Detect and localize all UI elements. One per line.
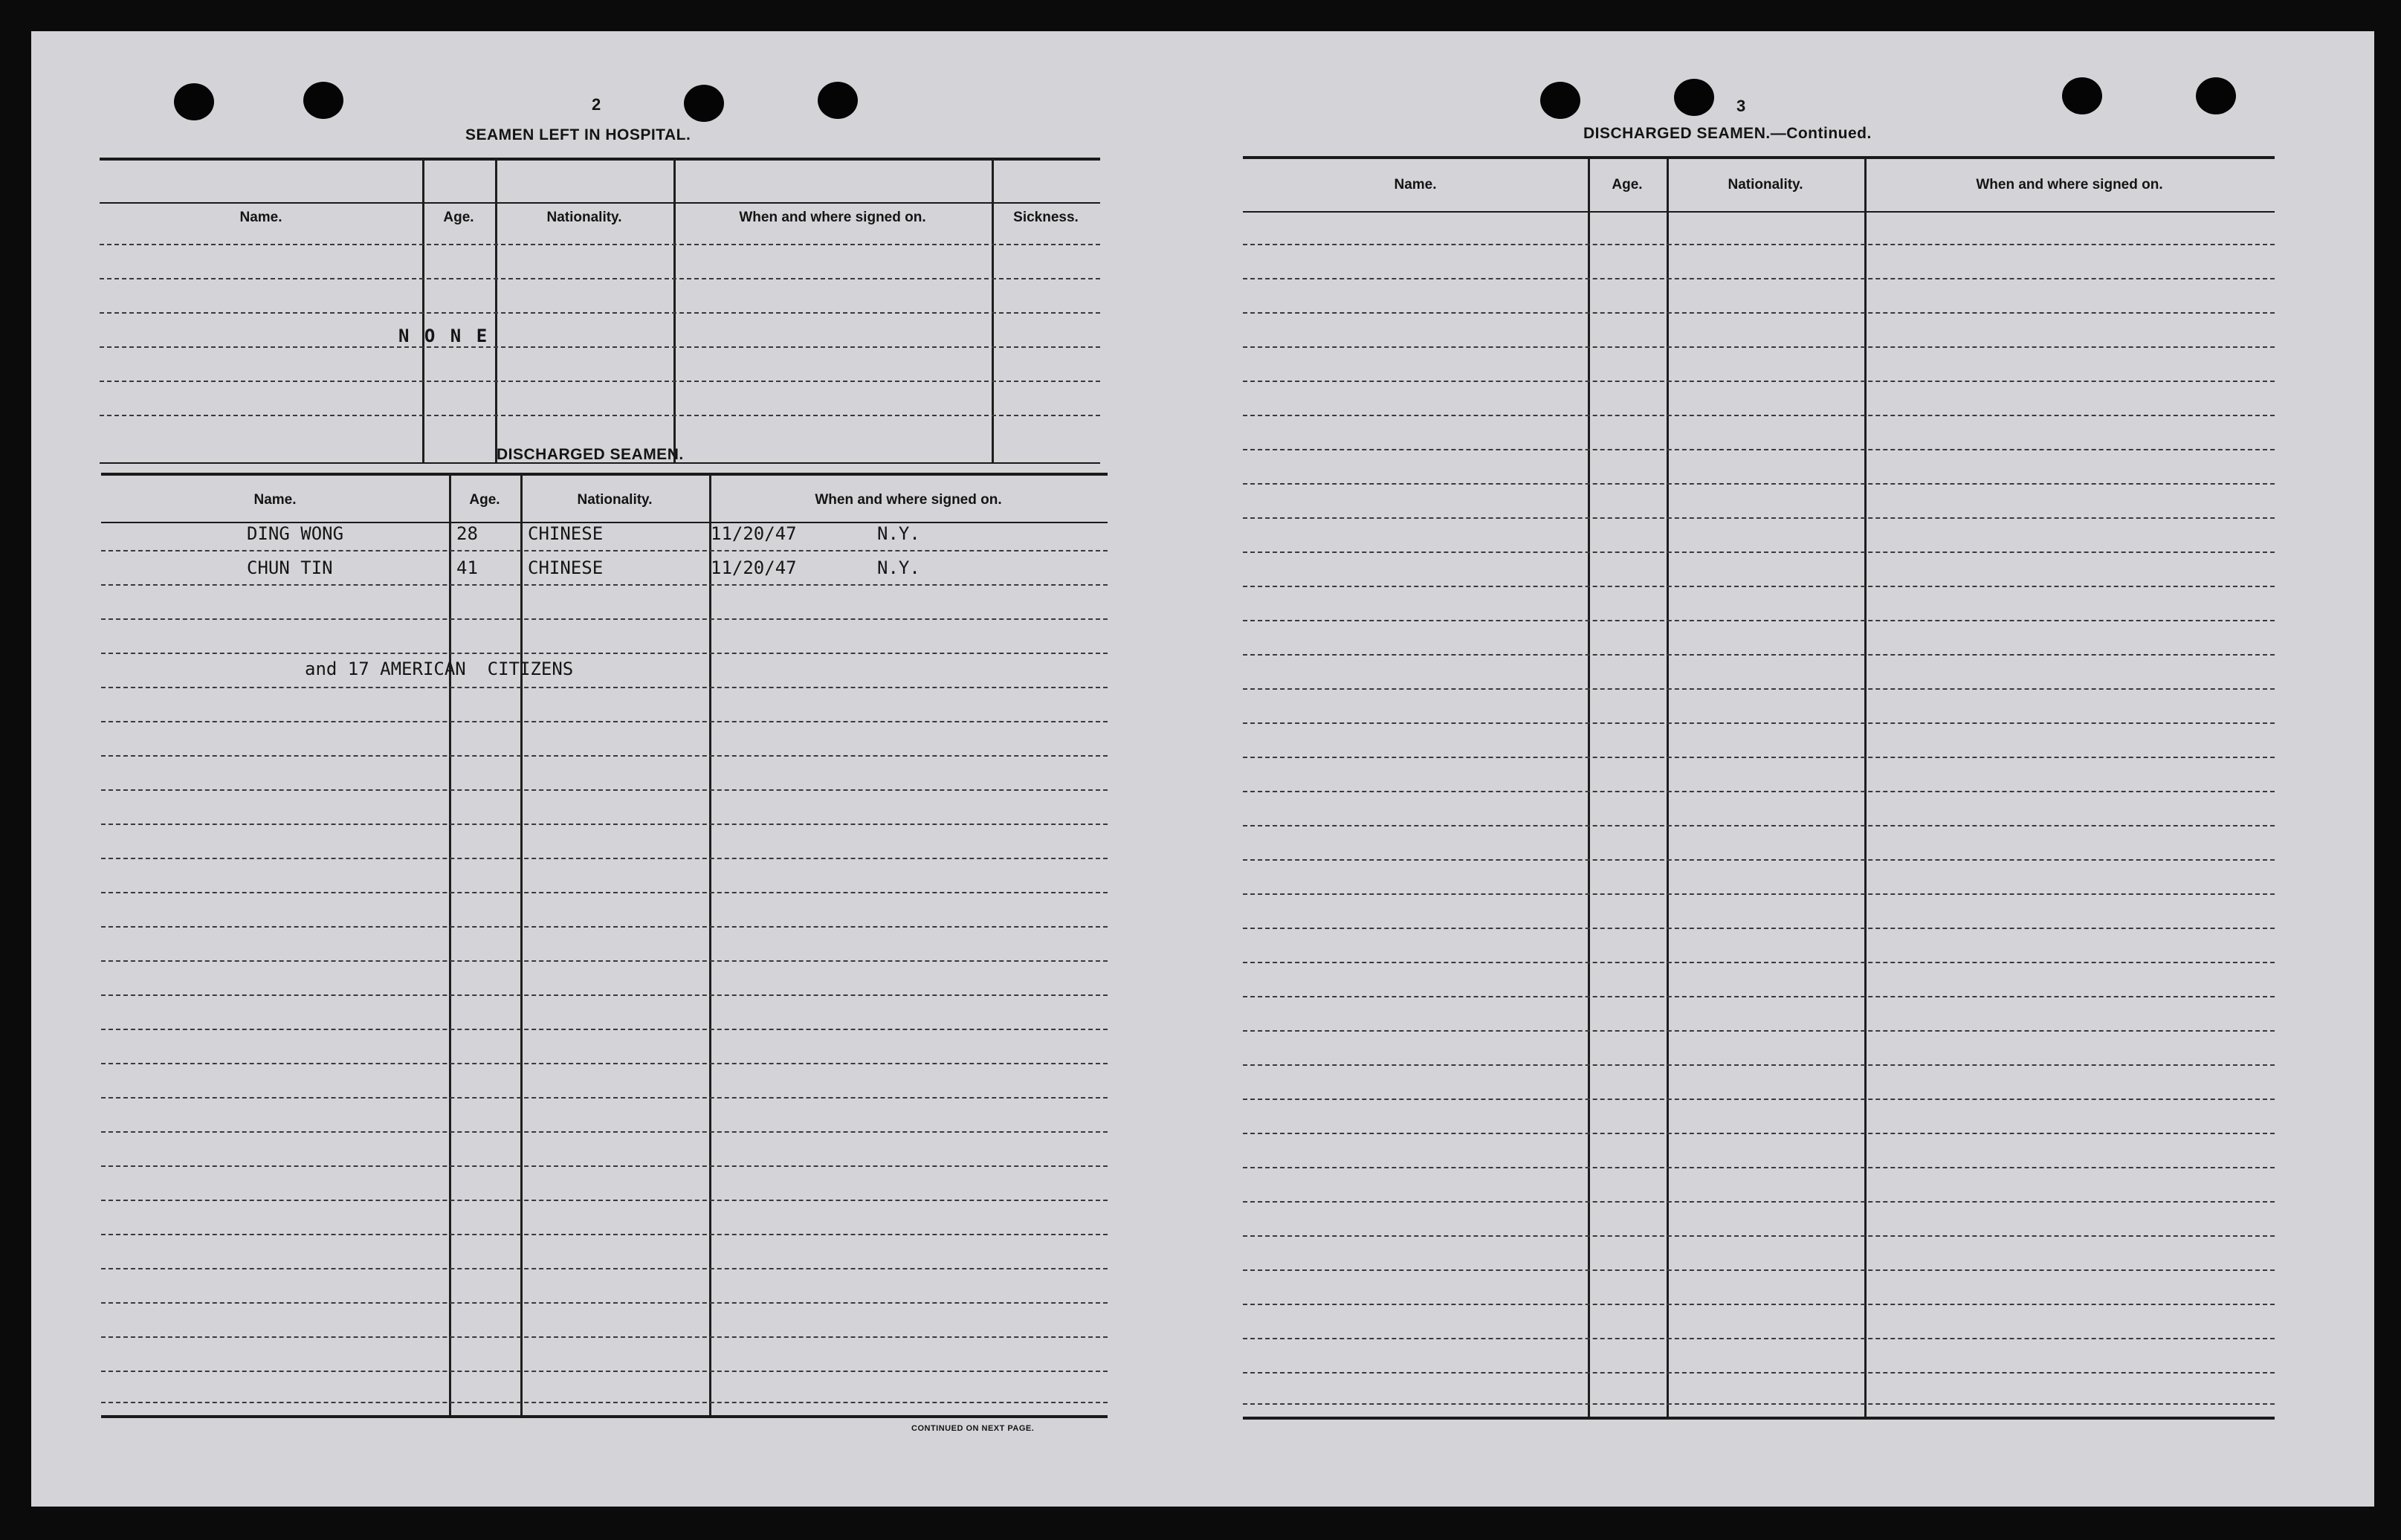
hospital-table bbox=[100, 158, 1100, 470]
col-header-name: Name. bbox=[1394, 177, 1437, 192]
col-header-name: Name. bbox=[253, 492, 297, 508]
col-header-signed-on: When and where signed on. bbox=[1976, 177, 2163, 192]
american-citizens-note: and 17 AMERICAN CITIZENS bbox=[305, 659, 574, 679]
col-header-nationality: Nationality. bbox=[1728, 177, 1803, 192]
punch-hole bbox=[174, 83, 214, 120]
discharged-table-right bbox=[1243, 156, 2275, 1464]
col-header-age: Age. bbox=[469, 492, 500, 508]
punch-hole bbox=[818, 82, 858, 119]
table-row-2-name: CHUN TIN bbox=[247, 557, 333, 578]
table-row-2-place: N.Y. bbox=[877, 557, 920, 578]
col-header-signed-on: When and where signed on. bbox=[739, 210, 926, 225]
punch-hole bbox=[1674, 79, 1714, 116]
hospital-none-entry: N O N E bbox=[398, 326, 490, 346]
table-row-1-nationality: CHINESE bbox=[528, 523, 604, 544]
table-row-1-date: 11/20/47 bbox=[711, 523, 797, 544]
table-row-1-age: 28 bbox=[456, 523, 478, 544]
punch-hole bbox=[303, 82, 343, 119]
table-row-2-nationality: CHINESE bbox=[528, 557, 604, 578]
punch-hole bbox=[1540, 82, 1580, 119]
table-row-2-date: 11/20/47 bbox=[711, 557, 797, 578]
discharged-table-left bbox=[101, 473, 1108, 1461]
col-header-signed-on: When and where signed on. bbox=[815, 492, 1002, 508]
table-row-1-place: N.Y. bbox=[877, 523, 920, 544]
col-header-sickness: Sickness. bbox=[1013, 210, 1079, 225]
punch-hole bbox=[2196, 77, 2236, 114]
col-header-name: Name. bbox=[239, 210, 282, 225]
document-sheet bbox=[31, 31, 2374, 1507]
col-header-age: Age. bbox=[1612, 177, 1643, 192]
col-header-age: Age. bbox=[443, 210, 474, 225]
discharged-continued-title: DISCHARGED SEAMEN.—Continued. bbox=[1583, 125, 1872, 142]
continued-footer: CONTINUED ON NEXT PAGE. bbox=[911, 1424, 1035, 1433]
punch-hole bbox=[684, 85, 724, 122]
discharged-section-title: DISCHARGED SEAMEN. bbox=[497, 446, 684, 463]
table-row-2-age: 41 bbox=[456, 557, 478, 578]
table-row-1-name: DING WONG bbox=[247, 523, 344, 544]
col-header-nationality: Nationality. bbox=[546, 210, 622, 225]
punch-hole bbox=[2062, 77, 2102, 114]
hospital-section-title: SEAMEN LEFT IN HOSPITAL. bbox=[465, 126, 691, 143]
page-number-right: 3 bbox=[1736, 97, 1746, 115]
col-header-nationality: Nationality. bbox=[577, 492, 653, 508]
page-number-left: 2 bbox=[592, 95, 601, 114]
